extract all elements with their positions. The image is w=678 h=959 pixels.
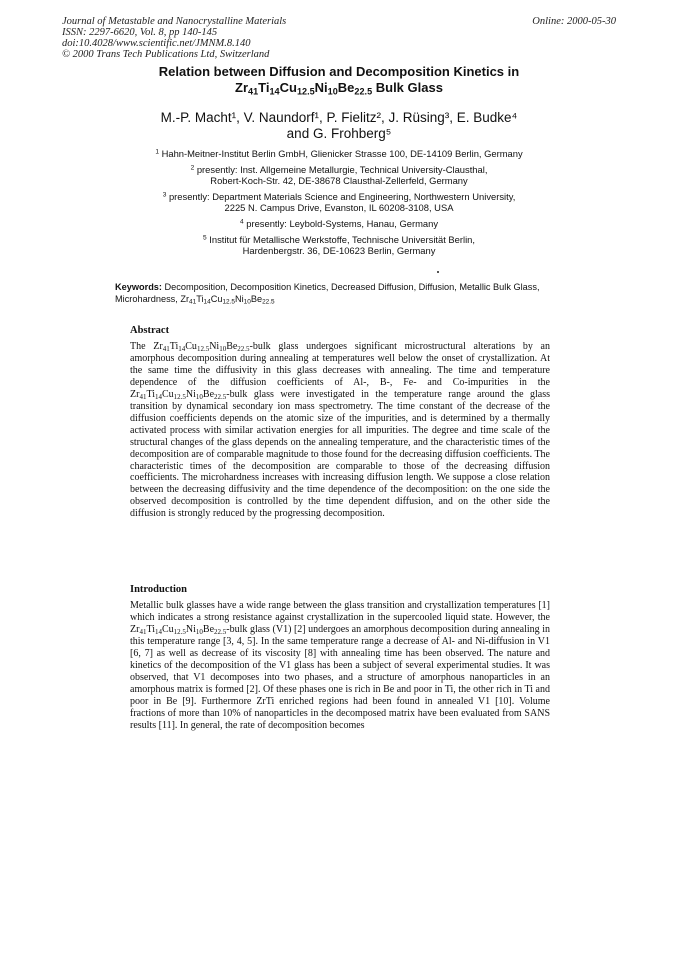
keywords-text: Decomposition, Decomposition Kinetics, Decreased Diffusion, Diffusion, Metallic Bulk Glass, Microhardness,: [115, 282, 540, 304]
affiliation-text: Hardenbergstr. 36, DE-10623 Berlin, Germany: [242, 245, 436, 257]
journal-doi: doi:10.4028/www.scientific.net/JMNM.8.140: [62, 38, 251, 49]
alloy-formula: [130, 389, 226, 400]
journal-issn: ISSN: 2297-6620, Vol. 8, pp 140-145: [62, 27, 218, 38]
formula-element: Ni: [185, 623, 196, 635]
formula-element: Zr: [235, 80, 249, 95]
affiliation-text: presently: Inst. Allgemeine Metallurgie, Technical University-Clausthal,: [196, 163, 488, 175]
affiliation-line: [0, 191, 678, 203]
formula-subscript: 41: [162, 344, 170, 353]
online-date: Online: 2000-05-30: [532, 16, 616, 27]
formula-element: Cu: [279, 80, 297, 95]
formula-subscript: 22.5: [214, 392, 227, 401]
formula-element: Ti: [169, 341, 179, 352]
affiliation-line: [0, 164, 678, 176]
formula-element: Cu: [185, 341, 197, 352]
formula-subscript: 41: [189, 298, 197, 306]
formula-element: Zr: [130, 623, 140, 635]
formula-subscript: 12.5: [196, 344, 210, 353]
affiliation-text: Robert-Koch-Str. 42, DE-38678 Clausthal-Zellerfeld, Germany: [210, 175, 468, 187]
formula-subscript: 22.5: [262, 298, 275, 306]
affiliation-marker: 4: [239, 218, 244, 226]
alloy-formula: [130, 624, 226, 635]
formula-element: Be: [202, 623, 215, 635]
keywords-label: Keywords:: [115, 282, 162, 292]
formula-subscript: 22.5: [354, 86, 373, 97]
formula-element: Zr: [153, 341, 163, 352]
formula-element: Ti: [146, 623, 155, 635]
title-line-1: Relation between Diffusion and Decomposition Kinetics in: [158, 64, 520, 79]
formula-subscript: 22.5: [237, 344, 250, 353]
affiliation-1: [0, 148, 678, 160]
journal-copyright: © 2000 Trans Tech Publications Ltd, Switzerland: [62, 49, 270, 60]
introduction-text: [130, 600, 550, 731]
formula-element: Ti: [196, 293, 204, 304]
abstract-heading: Abstract: [130, 325, 170, 336]
formula-subscript: 10: [195, 392, 203, 401]
formula-element: Zr: [130, 388, 140, 400]
introduction-part-2: -bulk glass (V1) [2] undergoes an amorphous decomposition during annealing in this temperature range [3, 4, 5]. In the same temperature range a decrease of Al- and Ni-diffusion in V1 [6, 7] as well as decrease of its viscosity [8] with annealing time has been observed. The nature and kinetics of the decomposition of the V1 glass has been a subject of several experimental studies. It was observed, that V1 decomposes into two phases, and a structure of amorphous nanoparticles in an amorphous matrix is formed [2]. Of these phases one is rich in Be and poor in Ti, the other rich in Ti and poor in Be [9]. Furthermore ZrTi enriched regions had been found in annealed V1 [10]. Volume fractions of more than 10% of nanoparticles in the decomposed matrix have been evaluated from SANS results [11]. In general, the rate of decomposition becomes: [130, 623, 550, 731]
affiliation-text: Hahn-Meitner-Institut Berlin GmbH, Glienicker Strasse 100, DE-14109 Berlin, Germany: [161, 148, 523, 159]
formula-subscript: 14: [178, 344, 186, 353]
formula-element: Cu: [210, 293, 223, 304]
journal-header: [62, 16, 286, 60]
affiliation-line: [0, 218, 678, 230]
affiliation-text: 2225 N. Campus Drive, Evanston, IL 60208-3108, USA: [224, 202, 454, 214]
formula-element: Ni: [209, 341, 220, 352]
affiliation-line: [0, 148, 678, 160]
keywords: [115, 282, 565, 305]
formula-subscript: 12.5: [222, 298, 235, 306]
affiliation-marker: 1: [155, 148, 159, 156]
abstract-part-1: -bulk glass undergoes significant microstructural alterations by an amorphous decomposition during annealing at temperatures well below the onset of crystallization. At the same time the diffusivity in this glass decreases with annealing. The time and temperature dependence of the diffusion coefficients of Al-, B-, Fe- and Co-impurities in the: [130, 341, 550, 388]
formula-element: Zr: [180, 293, 190, 304]
abstract-section: [130, 325, 550, 520]
formula-subscript: 41: [139, 392, 147, 401]
formula-element: Cu: [162, 623, 174, 635]
introduction-section: [130, 584, 550, 731]
paper-title: [0, 64, 678, 96]
journal-name: Journal of Metastable and Nanocrystalline Materials: [62, 16, 287, 27]
affiliation-text: presently: Leybold-Systems, Hanau, Germany: [246, 217, 439, 229]
formula-subscript: 10: [195, 627, 203, 636]
formula-element: Ti: [146, 388, 155, 400]
formula-subscript: 14: [155, 627, 162, 636]
title-line-2-tail: Bulk Glass: [372, 80, 443, 95]
formula-element: Be: [226, 341, 238, 352]
formula-subscript: 12.5: [173, 392, 186, 401]
affiliation-3: [0, 191, 678, 214]
affiliation-line: [0, 175, 678, 187]
formula-element: Be: [337, 80, 355, 95]
authors-line-2: and G. Frohberg⁵: [286, 126, 392, 141]
formula-subscript: 10: [327, 86, 338, 97]
affiliation-5: [0, 234, 678, 257]
author-list: [0, 110, 678, 142]
formula-subscript: 12.5: [296, 86, 315, 97]
affiliation-line: [0, 202, 678, 214]
formula-subscript: 14: [155, 392, 162, 401]
formula-subscript: 12.5: [173, 627, 186, 636]
formula-element: Ni: [185, 388, 196, 400]
affiliation-line: [0, 234, 678, 246]
formula-element: Ti: [258, 80, 270, 95]
formula-subscript: 22.5: [214, 627, 227, 636]
affiliation-4: [0, 218, 678, 230]
affiliation-2: [0, 164, 678, 187]
affiliation-marker: 2: [190, 164, 195, 172]
abstract-text: The $Zr_{41}Ti_{14}Cu_{12.5}Ni_{10}Be_{22.5}$-bulk glass undergoes significant microstructural alterations by an amorphous decomposition during annealing at temperatures well below the onset of crystallization. At the same time the diffusivity in this glass decreases with annealing. The time and temperature dependence of the diffusion coefficients of Al-, B-, Fe- and Co-impurities in the $Zr_{41}Ti_{14}Cu_{12.5}Ni_{10}Be_{22.5}$-bulk glass were investigated in the temperature range around the glass transition by dynamical secondary ion mass spectrometry. The time constant of the decrease of the diffusion coefficients depends on the atomic size of the impurities, and is determined by a thermally activated process with similar activation energies for all impurities. The degree and time scale of the structural changes of the glass depends on the annealing temperature, and the characteristic times of the decomposition are of comparable magnitude to those found for the decreasing diffusion coefficients. The characteristic times of the decomposition are comparable to those of the decreasing diffusion coefficients. The microhardness increases with increasing diffusion length. We suppose a close relation between the decreasing diffusivity and the time dependence of the decomposition: on the one side the observed decomposition is controlled by the time dependent diffusion, and on the other side the diffusion is strongly reduced by the progressing decomposition.: [130, 341, 550, 520]
alloy-formula: [235, 80, 372, 95]
formula-element: Be: [250, 293, 263, 304]
title-line-2: [0, 80, 678, 96]
formula-element: Ni: [234, 293, 244, 304]
formula-subscript: 10: [219, 344, 227, 353]
affiliation-text: presently: Department Materials Science and Engineering, Northwestern University,: [168, 190, 516, 202]
formula-subscript: 14: [269, 86, 280, 97]
affiliations: [0, 148, 678, 261]
formula-subscript: 14: [203, 298, 211, 306]
stray-dot: [437, 271, 439, 273]
alloy-formula: [180, 294, 274, 304]
affiliation-marker: 3: [162, 191, 167, 199]
introduction-part-1: Metallic bulk glasses have a wide range between the glass transition and crystallization temperatures [1] which indicates a strong resistance against crystallization in the supercooled liquid state. However, the: [130, 600, 550, 623]
formula-element: Be: [202, 388, 215, 400]
formula-element: Ni: [314, 80, 328, 95]
affiliation-text: Institut für Metallische Werkstoffe, Technische Universität Berlin,: [209, 233, 475, 245]
formula-subscript: 41: [248, 86, 259, 97]
formula-subscript: 10: [243, 298, 251, 306]
alloy-formula: [153, 341, 249, 352]
formula-subscript: 41: [139, 627, 147, 636]
authors-line-1: M.-P. Macht¹, V. Naundorf¹, P. Fielitz², J. Rüsing³, E. Budke⁴: [160, 110, 518, 125]
abstract-part-2: -bulk glass were investigated in the temperature range around the glass transition by dynamical secondary ion mass spectrometry. The time constant of the decrease of the diffusion coefficients depends on the atomic size of the impurities, and is determined by a thermally activated process with similar activation energies for all impurities. The degree and time scale of the structural changes of the glass depends on the annealing temperature, and the characteristic times of the decomposition are of comparable magnitude to those found for the decreasing diffusion coefficients. The characteristic times of the decomposition are comparable to those of the decreasing diffusion coefficients. The microhardness increases with increasing diffusion length. We suppose a close relation between the decreasing diffusivity and the time dependence of the decomposition: on the one side the observed decomposition is controlled by the time dependent diffusion, and on the other side the diffusion is strongly reduced by the progressing decomposition.: [130, 388, 550, 520]
introduction-heading: Introduction: [130, 584, 187, 595]
affiliation-line: [0, 245, 678, 257]
affiliation-marker: 5: [202, 234, 207, 242]
formula-element: Cu: [162, 388, 174, 400]
